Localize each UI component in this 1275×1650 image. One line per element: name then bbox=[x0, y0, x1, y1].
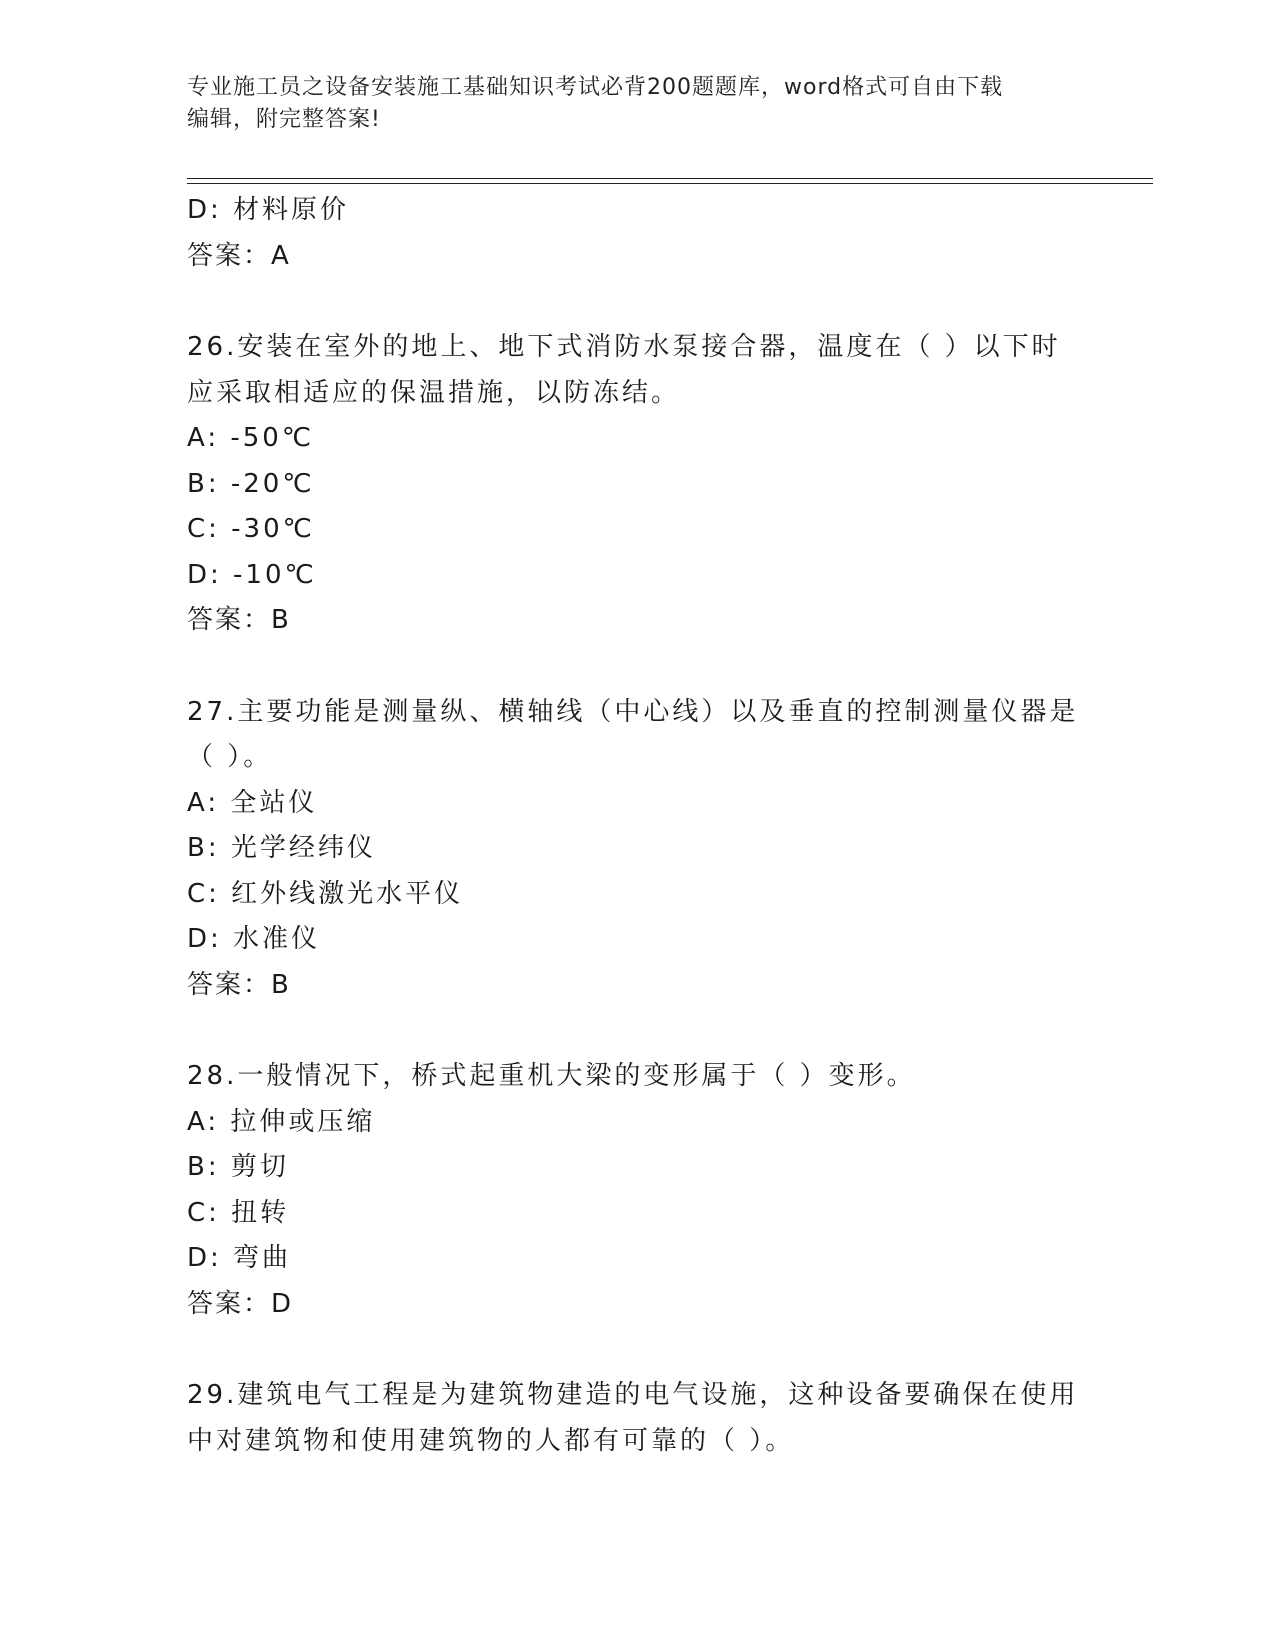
question-26 bbox=[187, 325, 1087, 644]
answer-line: 答案：B bbox=[187, 605, 291, 635]
question-stem: 应采取相适应的保温措施，以防冻结。 bbox=[187, 377, 681, 408]
question-stem: 27.主要功能是测量纵、横轴线（中心线）以及垂直的控制测量仪器是 bbox=[187, 696, 1079, 727]
question-spacer bbox=[187, 1008, 1087, 1054]
option-d: D: 弯曲 bbox=[187, 1243, 292, 1273]
option-d: D: 水准仪 bbox=[187, 924, 321, 954]
option-a: A: -50℃ bbox=[187, 423, 315, 453]
option-c: C: 扭转 bbox=[187, 1197, 290, 1228]
question-27 bbox=[187, 690, 1087, 1009]
header-title-line-2: 编辑，附完整答案! bbox=[187, 107, 381, 132]
question-stem: 28.一般情况下，桥式起重机大梁的变形属于（ ）变形。 bbox=[187, 1061, 916, 1091]
question-29 bbox=[187, 1373, 1087, 1464]
option-a: A: 全站仪 bbox=[187, 787, 318, 818]
option-b: B: 光学经纬仪 bbox=[187, 833, 376, 863]
document-header bbox=[187, 72, 1087, 136]
header-divider-top bbox=[187, 178, 1153, 179]
option-a: A: 拉伸或压缩 bbox=[187, 1106, 376, 1137]
question-stem: 26.安装在室外的地上、地下式消防水泵接合器，温度在（ ）以下时 bbox=[187, 332, 1061, 362]
option-d: D: 材料原价 bbox=[187, 195, 350, 225]
question-spacer bbox=[187, 1327, 1087, 1373]
header-title-line-1: 专业施工员之设备安装施工基础知识考试必背200题题库，word格式可自由下载 bbox=[187, 75, 1004, 100]
option-d: D: -10℃ bbox=[187, 559, 317, 590]
header-divider-bottom bbox=[187, 183, 1153, 184]
question-spacer bbox=[187, 279, 1087, 325]
document-body bbox=[187, 188, 1087, 1464]
question-stem: （ ）。 bbox=[187, 742, 273, 772]
question-stem: 29.建筑电气工程是为建筑物建造的电气设施，这种设备要确保在使用 bbox=[187, 1380, 1079, 1410]
option-b: B: -20℃ bbox=[187, 468, 315, 499]
answer-line: 答案：D bbox=[187, 1288, 294, 1319]
option-c: C: 红外线激光水平仪 bbox=[187, 878, 464, 909]
answer-line: 答案：A bbox=[187, 240, 291, 271]
option-c: C: -30℃ bbox=[187, 514, 315, 544]
option-b: B: 剪切 bbox=[187, 1152, 289, 1182]
question-stem: 中对建筑物和使用建筑物的人都有可靠的（ ）。 bbox=[187, 1425, 795, 1456]
question-spacer bbox=[187, 644, 1087, 690]
answer-line: 答案：B bbox=[187, 969, 291, 1000]
question-28 bbox=[187, 1054, 1087, 1327]
